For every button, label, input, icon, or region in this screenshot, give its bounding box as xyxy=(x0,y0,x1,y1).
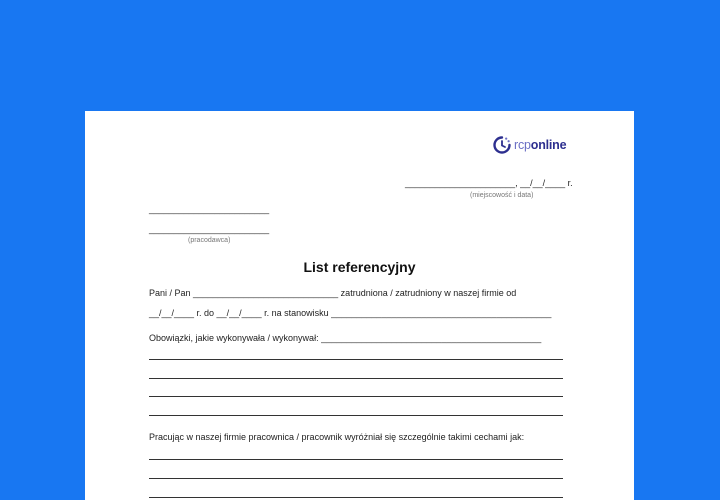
blank-line xyxy=(149,459,563,460)
blank-line xyxy=(149,478,563,479)
blank-line xyxy=(149,396,563,397)
blank-line xyxy=(149,378,563,379)
blank-line xyxy=(149,415,563,416)
rcponline-logo xyxy=(492,135,566,155)
logo-online: online xyxy=(530,138,567,152)
place-date-caption: (miejscowość i data) xyxy=(470,192,534,199)
logo-rcp: rcp xyxy=(514,138,531,152)
employer-line-2: ________________________ xyxy=(149,224,270,234)
distinguished-label: Pracując w naszej firmie pracownica / pracownik wyróżniał się szczególnie takimi cechami jak: xyxy=(149,432,525,442)
employer-line-1: ________________________ xyxy=(149,204,270,214)
logo-text xyxy=(514,138,566,152)
clock-icon xyxy=(492,135,512,155)
employer-caption: (pracodawca) xyxy=(188,237,231,244)
body-line-2: __/__/____ r. do __/__/____ r. na stanowisku ____________________________________________ xyxy=(149,308,552,318)
document-page xyxy=(85,111,634,500)
document-title: List referencyjny xyxy=(303,259,416,275)
blank-line xyxy=(149,359,563,360)
place-date-line: ______________________, __/__/____ r. xyxy=(405,178,573,188)
body-line-1: Pani / Pan _____________________________ zatrudniona / zatrudniony w naszej firmie od xyxy=(149,288,517,298)
blank-line xyxy=(149,497,563,498)
duties-label: Obowiązki, jakie wykonywała / wykonywał: ____________________________________________ xyxy=(149,333,542,343)
